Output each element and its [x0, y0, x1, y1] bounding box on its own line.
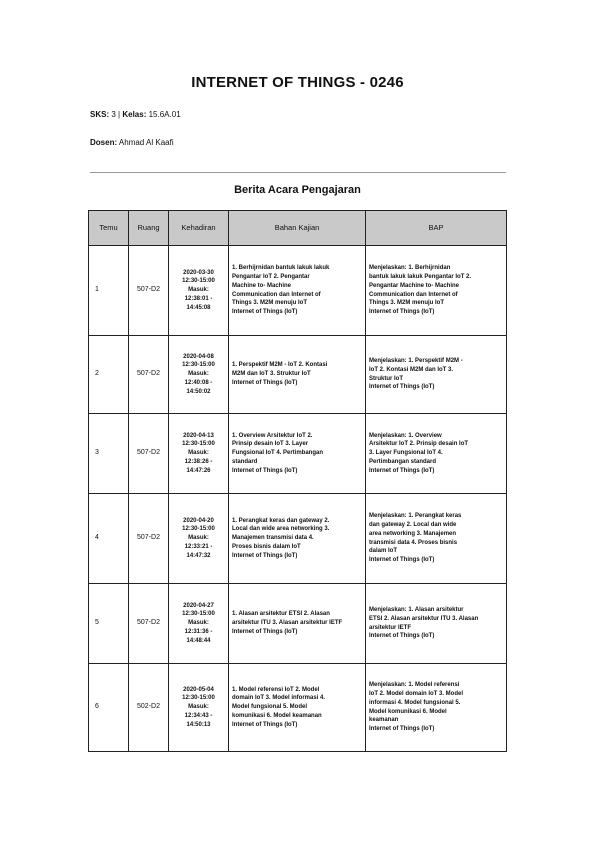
- sks-label: SKS:: [90, 110, 110, 119]
- kelas-label: Kelas:: [122, 110, 147, 119]
- cell-bap: [366, 246, 507, 336]
- cell-bap-line: area networking 3. Manajemen: [369, 530, 457, 537]
- table-row: [89, 246, 507, 336]
- cell-kehadiran-line: Masuk:: [188, 450, 209, 457]
- cell-bahan-kajian-line: arsitektur ITU 3. Alasan arsitektur IETF: [232, 620, 343, 627]
- cell-bap-line: Menjelaskan: 1. Perspektif M2M -: [369, 357, 463, 364]
- teaching-report-table: [88, 210, 507, 752]
- cell-kehadiran-line: Masuk:: [188, 620, 209, 627]
- cell-kehadiran-line: 2020-04-27: [183, 602, 214, 609]
- cell-bap-line: dan gateway 2. Local dan wide: [369, 521, 457, 528]
- cell-bap-line: 3. Layer Fungsional IoT 4.: [369, 450, 443, 457]
- cell-bahan-kajian-line: Fungsional IoT 4. Pertimbangan: [232, 450, 324, 457]
- cell-bap-line: informasi 4. Model fungsional 5.: [369, 699, 461, 706]
- cell-bahan-kajian-line: Pengantar IoT 2. Pengantar: [232, 273, 310, 280]
- cell-bahan-kajian-line: Local dan wide area networking 3.: [232, 526, 330, 533]
- sks-value: 3: [111, 110, 116, 119]
- cell-bahan-kajian-line: Manajemen transmisi data 4.: [232, 535, 314, 542]
- cell-bap-line: keamanan: [369, 717, 399, 724]
- table-row: [89, 494, 507, 584]
- cell-kehadiran-line: 12:30-15:00: [182, 611, 215, 618]
- cell-kehadiran-line: 12:31:36 -: [184, 628, 213, 635]
- cell-bahan-kajian-line: domain IoT 3. Model informasi 4.: [232, 695, 326, 702]
- cell-kehadiran-line: 2020-03-30: [183, 269, 214, 276]
- cell-bahan-kajian-line: 1. Berhijrnidan bantuk lakuk lakuk: [232, 265, 330, 272]
- cell-kehadiran-line: 2020-04-13: [183, 432, 214, 439]
- cell-bahan-kajian-line: 1. Alasan arsitektur ETSI 2. Alasan: [232, 611, 330, 618]
- lecturer-info: [90, 138, 174, 147]
- table-row: [89, 336, 507, 414]
- cell-kehadiran-line: 12:34:43 -: [184, 712, 213, 719]
- cell-kehadiran-line: 2020-04-08: [183, 353, 214, 360]
- cell-bap-line: IoT 2. Kontasi M2M dan IoT 3.: [369, 366, 454, 373]
- cell-bahan-kajian: [229, 414, 366, 494]
- cell-temu: 6: [89, 664, 129, 752]
- cell-temu: 5: [89, 584, 129, 664]
- cell-bap-line: transmisi data 4. Proses bisnis: [369, 539, 458, 546]
- cell-bahan-kajian-line: komunikasi 6. Model keamanan: [232, 712, 322, 719]
- cell-kehadiran-line: Masuk:: [188, 287, 209, 294]
- table-row: [89, 584, 507, 664]
- cell-kehadiran-line: 12:30-15:00: [182, 362, 215, 369]
- cell-bap-line: arsitektur IETF: [369, 624, 412, 631]
- cell-bap-line: Pertimbangan standard: [369, 458, 437, 465]
- cell-bahan-kajian-line: Internet of Things (IoT): [232, 467, 298, 474]
- cell-bap: [366, 664, 507, 752]
- cell-bap-line: Internet of Things (IoT): [369, 384, 435, 391]
- cell-kehadiran: [169, 414, 229, 494]
- cell-kehadiran-line: 12:30-15:00: [182, 526, 215, 533]
- header-bahan-kajian: Bahan Kajian: [229, 211, 366, 246]
- cell-temu: 4: [89, 494, 129, 584]
- cell-bap-line: ETSI 2. Alasan arsitektur ITU 3. Alasan: [369, 615, 479, 622]
- cell-bap-line: Communication dan Internet of: [369, 291, 458, 298]
- cell-bap-line: Struktur IoT: [369, 375, 403, 382]
- table-header-row: [89, 211, 507, 246]
- cell-bahan-kajian: [229, 664, 366, 752]
- cell-bahan-kajian-line: Internet of Things (IoT): [232, 552, 298, 559]
- cell-bap-line: dalam IoT: [369, 548, 398, 555]
- header-kehadiran: Kehadiran: [169, 211, 229, 246]
- cell-bahan-kajian: [229, 584, 366, 664]
- header-temu: Temu: [89, 211, 129, 246]
- cell-kehadiran-line: 12:30-15:00: [182, 695, 215, 702]
- cell-bap-line: bantuk lakuk lakuk Pengantar IoT 2.: [369, 273, 472, 280]
- divider: [90, 172, 506, 173]
- cell-bap-line: Menjelaskan: 1. Overview: [369, 432, 442, 439]
- cell-temu: 2: [89, 336, 129, 414]
- cell-bap-line: Model komunikasi 6. Model: [369, 708, 447, 715]
- cell-kehadiran-line: 12:30-15:00: [182, 278, 215, 285]
- cell-ruang: 507-D2: [129, 494, 169, 584]
- table-row: [89, 664, 507, 752]
- cell-bap-line: Internet of Things (IoT): [369, 467, 435, 474]
- cell-bap: [366, 336, 507, 414]
- cell-kehadiran-line: 14:45:08: [186, 304, 211, 311]
- cell-kehadiran: [169, 336, 229, 414]
- cell-bap-line: Menjelaskan: 1. Alasan arsitektur: [369, 606, 464, 613]
- cell-bahan-kajian-line: Prinsip desain IoT 3. Layer: [232, 441, 309, 448]
- cell-bap-line: Menjelaskan: 1. Model referensi: [369, 682, 460, 689]
- cell-bahan-kajian: [229, 246, 366, 336]
- cell-bap-line: IoT 2. Model domain IoT 3. Model: [369, 690, 464, 697]
- cell-bahan-kajian-line: Machine to- Machine: [232, 282, 292, 289]
- cell-bahan-kajian-line: standard: [232, 458, 258, 465]
- cell-kehadiran-line: 12:33:21 -: [184, 543, 213, 550]
- cell-bap-line: Internet of Things (IoT): [369, 309, 435, 316]
- cell-bahan-kajian-line: 1. Model referensi IoT 2. Model: [232, 686, 320, 693]
- cell-kehadiran-line: 14:47:32: [186, 552, 211, 559]
- cell-bahan-kajian-line: Internet of Things (IoT): [232, 628, 298, 635]
- cell-temu: 3: [89, 414, 129, 494]
- course-info: SKS: 3 | Kelas: 15.6A.01: [90, 110, 181, 119]
- cell-kehadiran-line: 2020-05-04: [183, 686, 214, 693]
- cell-bahan-kajian-line: Proses bisnis dalam IoT: [232, 543, 301, 550]
- cell-bap-line: Menjelaskan: 1. Perangkat keras: [369, 513, 462, 520]
- cell-bahan-kajian-line: Communication dan Internet of: [232, 291, 321, 298]
- cell-kehadiran-line: Masuk:: [188, 704, 209, 711]
- cell-bahan-kajian-line: 1. Overview Arsitektur IoT 2.: [232, 432, 313, 439]
- header-ruang: Ruang: [129, 211, 169, 246]
- cell-bap-line: Arsitektur IoT 2. Prinsip desain IoT: [369, 441, 469, 448]
- cell-kehadiran: [169, 494, 229, 584]
- cell-ruang: 507-D2: [129, 414, 169, 494]
- kelas-value: 15.6A.01: [148, 110, 181, 119]
- header-bap: BAP: [366, 211, 507, 246]
- cell-kehadiran-line: Masuk:: [188, 535, 209, 542]
- cell-bap: [366, 414, 507, 494]
- cell-bahan-kajian-line: Model fungsional 5. Model: [232, 704, 307, 711]
- page-title: INTERNET OF THINGS - 0246: [191, 74, 404, 91]
- cell-bap-line: Internet of Things (IoT): [369, 633, 435, 640]
- cell-bahan-kajian-line: 1. Perspektif M2M - IoT 2. Kontasi: [232, 362, 328, 369]
- section-title: Berita Acara Pengajaran: [234, 184, 361, 196]
- cell-bap-line: Internet of Things (IoT): [369, 726, 435, 733]
- cell-bap-line: Things 3. M2M menuju IoT: [369, 300, 444, 307]
- cell-bahan-kajian-line: Things 3. M2M menuju IoT: [232, 300, 307, 307]
- cell-ruang: 507-D2: [129, 336, 169, 414]
- cell-bahan-kajian: [229, 494, 366, 584]
- cell-bahan-kajian: [229, 336, 366, 414]
- cell-kehadiran-line: 12:38:26 -: [184, 458, 213, 465]
- cell-bahan-kajian-line: Internet of Things (IoT): [232, 379, 298, 386]
- cell-kehadiran-line: 2020-04-20: [183, 517, 214, 524]
- cell-kehadiran-line: 14:48:44: [186, 637, 211, 644]
- cell-bahan-kajian-line: M2M dan IoT 3. Struktur IoT: [232, 371, 311, 378]
- cell-bap-line: Menjelaskan: 1. Berhijrnidan: [369, 265, 451, 272]
- cell-bap-line: Internet of Things (IoT): [369, 557, 435, 564]
- cell-kehadiran-line: 14:47:26: [186, 467, 211, 474]
- cell-kehadiran: [169, 584, 229, 664]
- cell-kehadiran-line: 12:38:01 -: [184, 295, 213, 302]
- cell-ruang: 502-D2: [129, 664, 169, 752]
- cell-kehadiran: [169, 664, 229, 752]
- cell-bahan-kajian-line: 1. Perangkat keras dan gateway 2.: [232, 517, 330, 524]
- cell-bap: [366, 494, 507, 584]
- cell-kehadiran-line: 12:30-15:00: [182, 441, 215, 448]
- cell-kehadiran-line: 12:40:08 -: [184, 379, 213, 386]
- cell-kehadiran-line: Masuk:: [188, 371, 209, 378]
- cell-ruang: 507-D2: [129, 246, 169, 336]
- dosen-label: Dosen:: [90, 138, 118, 147]
- cell-kehadiran-line: 14:50:13: [186, 721, 211, 728]
- cell-temu: 1: [89, 246, 129, 336]
- table-row: [89, 414, 507, 494]
- cell-bap: [366, 584, 507, 664]
- cell-kehadiran-line: 14:50:02: [186, 388, 211, 395]
- cell-kehadiran: [169, 246, 229, 336]
- cell-ruang: 507-D2: [129, 584, 169, 664]
- cell-bahan-kajian-line: Internet of Things (IoT): [232, 309, 298, 316]
- cell-bahan-kajian-line: Internet of Things (IoT): [232, 721, 298, 728]
- cell-bap-line: Pengantar Machine to- Machine: [369, 282, 460, 289]
- dosen-value: Ahmad Al Kaafi: [118, 138, 174, 147]
